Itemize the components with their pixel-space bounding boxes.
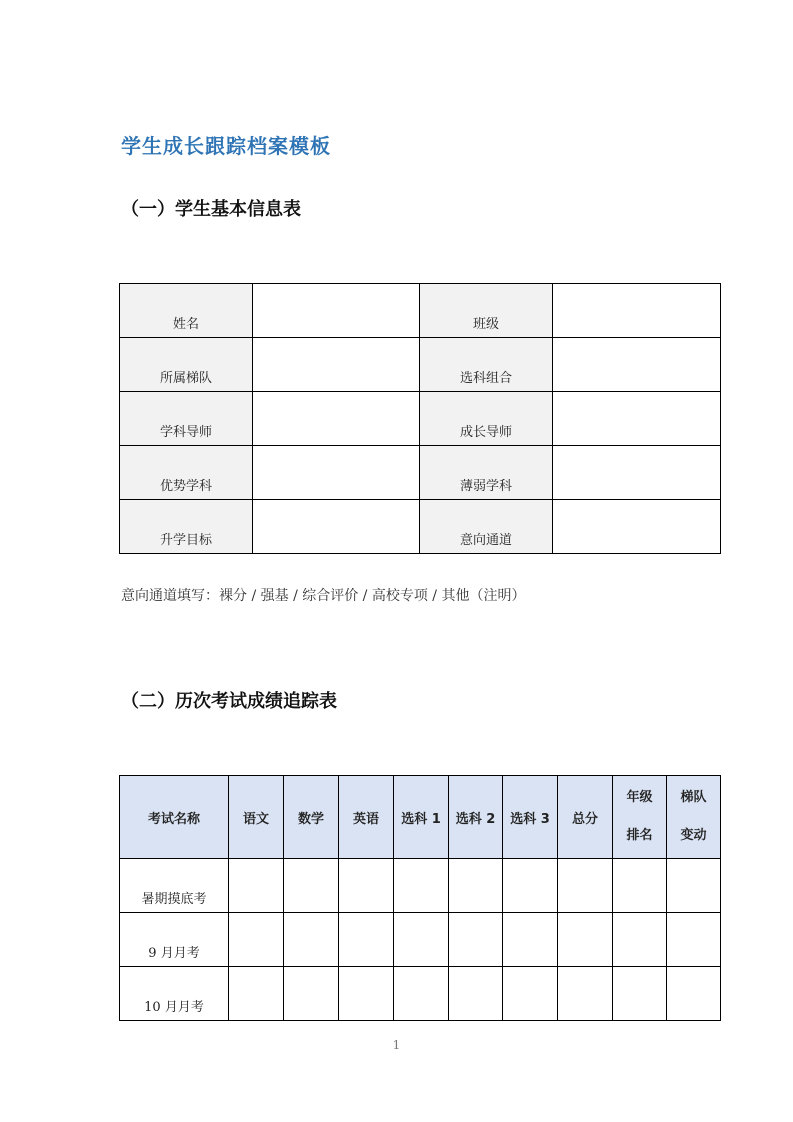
header-tier-change-top: 梯队 [680, 790, 707, 805]
field-label-tier: 所属梯队 [120, 338, 253, 392]
field-label-strong-subject: 优势学科 [120, 446, 253, 500]
score-cell[interactable] [394, 859, 449, 913]
header-english: 英语 [339, 776, 394, 859]
table-row [120, 967, 721, 1021]
header-tier-change-bottom: 变动 [680, 828, 707, 843]
score-cell[interactable] [339, 913, 394, 967]
score-cell[interactable] [284, 859, 339, 913]
score-cell[interactable] [449, 859, 503, 913]
header-exam-name: 考试名称 [120, 776, 229, 859]
field-value-growth-mentor[interactable] [553, 392, 721, 446]
field-value-goal[interactable] [253, 500, 420, 554]
table-row [120, 913, 721, 967]
field-value-subject-combo[interactable] [553, 338, 721, 392]
header-grade-rank [613, 776, 667, 859]
score-cell[interactable] [613, 859, 667, 913]
field-label-subject-mentor: 学科导师 [120, 392, 253, 446]
score-cell[interactable] [667, 913, 721, 967]
field-value-weak-subject[interactable] [553, 446, 721, 500]
score-cell[interactable] [229, 913, 284, 967]
field-label-channel: 意向通道 [420, 500, 553, 554]
score-cell[interactable] [229, 967, 284, 1021]
field-value-subject-mentor[interactable] [253, 392, 420, 446]
header-grade-rank-top: 年级 [626, 790, 653, 805]
field-value-channel[interactable] [553, 500, 721, 554]
table-row [120, 500, 721, 554]
score-cell[interactable] [558, 859, 613, 913]
field-value-tier[interactable] [253, 338, 420, 392]
score-cell[interactable] [503, 859, 558, 913]
field-value-name[interactable] [253, 284, 420, 338]
score-cell[interactable] [394, 967, 449, 1021]
header-grade-rank-bottom: 排名 [626, 828, 653, 843]
exam-name-cell: 9 月月考 [120, 913, 229, 967]
score-cell[interactable] [667, 967, 721, 1021]
table-row [120, 446, 721, 500]
document-title: 学生成长跟踪档案模板 [121, 134, 331, 158]
score-cell[interactable] [503, 913, 558, 967]
header-elective-3: 选科 3 [503, 776, 558, 859]
header-total: 总分 [558, 776, 613, 859]
table-row [120, 859, 721, 913]
page-number: 1 [392, 1038, 401, 1052]
score-cell[interactable] [503, 967, 558, 1021]
table-header-row [120, 776, 721, 859]
field-label-growth-mentor: 成长导师 [420, 392, 553, 446]
exam-score-table [119, 775, 721, 1021]
score-cell[interactable] [667, 859, 721, 913]
score-cell[interactable] [558, 913, 613, 967]
field-label-class: 班级 [420, 284, 553, 338]
channel-note: 意向通道填写：裸分 / 强基 / 综合评价 / 高校专项 / 其他（注明） [121, 588, 526, 604]
field-label-weak-subject: 薄弱学科 [420, 446, 553, 500]
score-cell[interactable] [284, 967, 339, 1021]
score-cell[interactable] [449, 967, 503, 1021]
score-cell[interactable] [284, 913, 339, 967]
header-tier-change [667, 776, 721, 859]
field-label-name: 姓名 [120, 284, 253, 338]
score-cell[interactable] [339, 967, 394, 1021]
header-chinese: 语文 [229, 776, 284, 859]
score-cell[interactable] [394, 913, 449, 967]
field-value-class[interactable] [553, 284, 721, 338]
field-value-strong-subject[interactable] [253, 446, 420, 500]
header-elective-1: 选科 1 [394, 776, 449, 859]
table-row [120, 284, 721, 338]
score-cell[interactable] [558, 967, 613, 1021]
score-cell[interactable] [229, 859, 284, 913]
field-label-goal: 升学目标 [120, 500, 253, 554]
section-title-exam-scores: （二）历次考试成绩追踪表 [121, 691, 337, 712]
table-row [120, 338, 721, 392]
score-cell[interactable] [613, 913, 667, 967]
table-row [120, 392, 721, 446]
header-math: 数学 [284, 776, 339, 859]
basic-info-table [119, 283, 721, 554]
score-cell[interactable] [613, 967, 667, 1021]
exam-name-cell: 暑期摸底考 [120, 859, 229, 913]
exam-name-cell: 10 月月考 [120, 967, 229, 1021]
section-title-basic-info: （一）学生基本信息表 [121, 199, 301, 220]
score-cell[interactable] [339, 859, 394, 913]
field-label-subject-combo: 选科组合 [420, 338, 553, 392]
score-cell[interactable] [449, 913, 503, 967]
header-elective-2: 选科 2 [449, 776, 503, 859]
